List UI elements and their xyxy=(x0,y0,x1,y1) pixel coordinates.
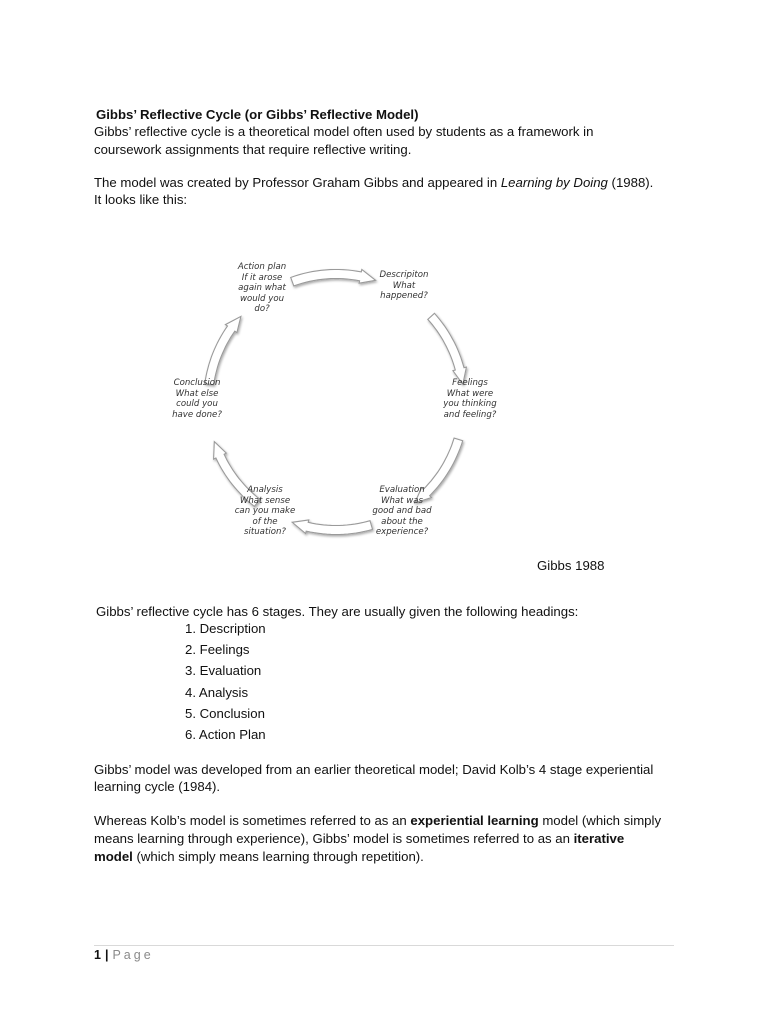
list-item: 5. Conclusion xyxy=(185,706,265,721)
stage-conclusion-line: could you xyxy=(176,399,218,410)
stage-description-title: Descripiton xyxy=(379,270,429,280)
arrow-conclusion-to-action xyxy=(205,316,241,384)
term-model: model xyxy=(94,849,133,864)
list-item: 2. Feelings xyxy=(185,642,250,657)
stage-feelings-line: you thinking xyxy=(443,399,497,410)
stage-analysis xyxy=(215,485,315,538)
stage-feelings-line: and feeling? xyxy=(443,409,497,420)
stage-conclusion-line: What else xyxy=(175,388,219,399)
whereas-text: means learning through experience), Gibbs’ model is sometimes referred to as an xyxy=(94,831,574,846)
stage-analysis-line: can you make xyxy=(234,506,296,517)
created-line-2: It looks like this: xyxy=(94,192,188,207)
stage-conclusion-title: Conclusion xyxy=(173,378,221,388)
created-text-before: The model was created by Professor Graham Gibbs and appeared in xyxy=(94,175,501,190)
stage-description-line: happened? xyxy=(380,291,428,302)
list-item: 3. Evaluation xyxy=(185,663,262,678)
arrow-description-to-feelings xyxy=(428,313,467,384)
stage-feelings-line: What were xyxy=(446,388,494,399)
gibbs-cycle-diagram xyxy=(160,250,520,550)
footer-separator: | xyxy=(104,948,109,962)
created-text-after: (1988). xyxy=(607,175,654,190)
page-footer xyxy=(94,948,154,962)
whereas-line-2 xyxy=(94,830,624,848)
page-number: 1 xyxy=(94,948,101,962)
stage-analysis-line: What sense xyxy=(239,495,291,506)
stage-description xyxy=(354,270,454,302)
stage-evaluation-line: good and bad xyxy=(372,506,432,517)
stage-action-plan-line: If it arose xyxy=(241,272,283,283)
intro-line-2: coursework assignments that require reflective writing. xyxy=(94,142,412,157)
stage-evaluation-line: What was xyxy=(380,495,424,506)
page-label: Page xyxy=(112,948,154,962)
diagram-caption: Gibbs 1988 xyxy=(537,558,605,573)
stage-evaluation-line: experience? xyxy=(375,527,429,538)
stage-conclusion-line: have done? xyxy=(172,409,222,420)
book-title: Learning by Doing xyxy=(500,175,608,190)
kolb-line-1: Gibbs’ model was developed from an earlier theoretical model; David Kolb’s 4 stage experiential xyxy=(94,762,654,777)
whereas-text: model (which simply xyxy=(538,813,662,828)
stage-analysis-title: Analysis xyxy=(247,485,283,495)
stage-evaluation-title: Evaluation xyxy=(379,485,425,495)
stage-evaluation xyxy=(352,485,452,538)
intro-line-1: Gibbs’ reflective cycle is a theoretical model often used by students as a framework in xyxy=(94,124,594,139)
footer-divider xyxy=(94,945,674,946)
list-item: 1. Description xyxy=(185,621,266,636)
stage-conclusion xyxy=(147,378,247,420)
whereas-line-3 xyxy=(94,848,424,866)
stage-action-plan-line: do? xyxy=(254,304,270,315)
stage-analysis-line: of the xyxy=(252,516,278,527)
list-item: 6. Action Plan xyxy=(185,727,266,742)
stage-description-line: What xyxy=(392,280,416,291)
document-title: Gibbs’ Reflective Cycle (or Gibbs’ Reflective Model) xyxy=(96,107,419,122)
stage-action-plan-line: again what xyxy=(238,283,286,294)
stage-evaluation-line: about the xyxy=(381,516,423,527)
stage-feelings-title: Feelings xyxy=(452,378,488,388)
stage-action-plan-line: would you xyxy=(239,293,285,304)
term-experiential-learning: experiential learning xyxy=(410,813,539,828)
stage-feelings xyxy=(420,378,520,420)
whereas-text: (which simply means learning through repetition). xyxy=(132,849,424,864)
whereas-text: Whereas Kolb’s model is sometimes referred to as an xyxy=(94,813,411,828)
kolb-line-2: learning cycle (1984). xyxy=(94,779,221,794)
list-item: 4. Analysis xyxy=(185,685,249,700)
whereas-line-1 xyxy=(94,812,661,830)
stage-action-plan-title: Action plan xyxy=(237,262,287,272)
stage-analysis-line: situation? xyxy=(244,527,286,538)
stage-action-plan xyxy=(212,262,312,315)
term-iterative: iterative xyxy=(573,831,625,846)
created-paragraph xyxy=(94,174,653,192)
stages-intro: Gibbs’ reflective cycle has 6 stages. They are usually given the following headings: xyxy=(96,604,579,619)
